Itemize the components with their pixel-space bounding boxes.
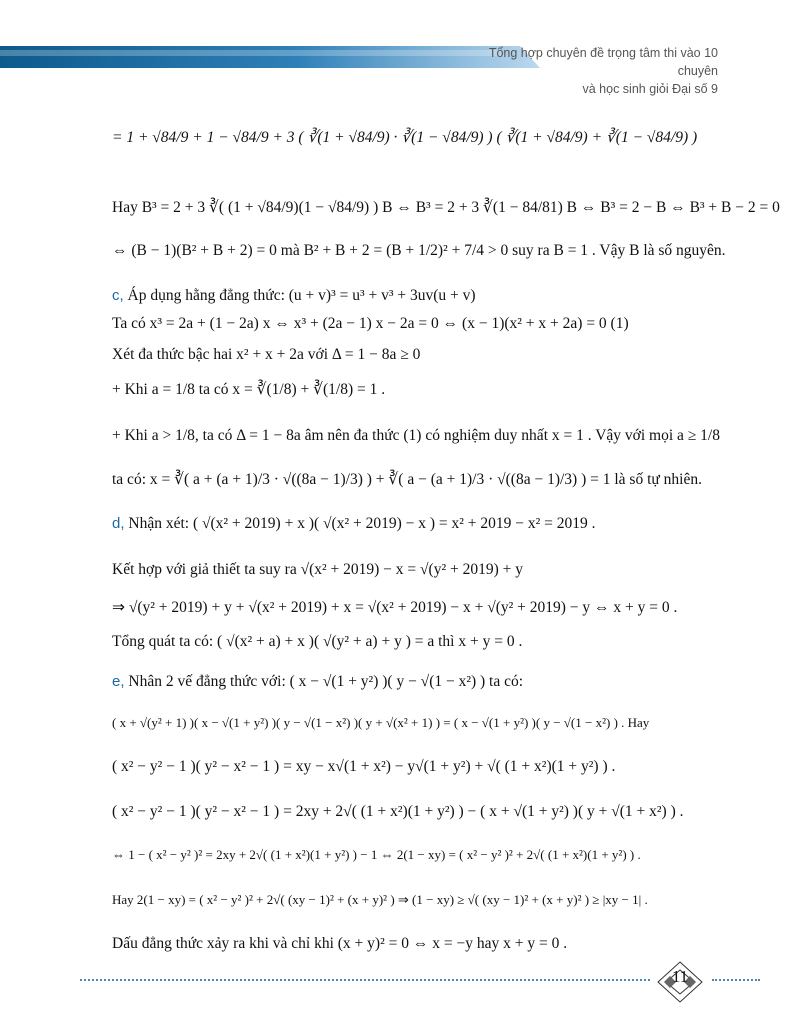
part-d-text: Nhận xét: ( √(x² + 2019) + x )( √(x² + 2019) − x ) = x² + 2019 − x² = 2019 . — [128, 515, 596, 532]
formula-line-12: ⇒ √(y² + 2019) + y + √(x² + 2019) + x = √(x² + 2019) − x + √(y² + 2019) − y ⇔ x + y = 0 . — [112, 599, 678, 616]
part-d-label: d, — [112, 515, 125, 532]
formula-line-18: ⇔ 1 − ( x² − y² )² = 2xy + 2√( (1 + x²)(1 + y²) ) − 1 ⇔ 2(1 − xy) = ( x² − y² )² + 2√( (1 + x²)(1 + y²) ) . — [112, 847, 641, 862]
part-e-heading — [112, 674, 523, 690]
part-c-heading — [112, 288, 476, 304]
formula-line-6: Xét đa thức bậc hai x² + x + 2a với Δ = 1 − 8a ≥ 0 — [112, 346, 421, 363]
footer-dotted-rule-right — [712, 979, 760, 981]
part-c-label: c, — [112, 287, 124, 304]
part-e-label: e, — [112, 673, 125, 690]
formula-line-1: = 1 + √84/9 + 1 − √84/9 + 3 ( ∛(1 + √84/9) · ∛(1 − √84/9) ) ( ∛(1 + √84/9) + ∛(1 − √84/9) ) — [112, 129, 698, 146]
formula-line-15: ( x + √(y² + 1) )( x − √(1 + y²) )( y − √(1 − x²) )( y + √(x² + 1) ) = ( x − √(1 + y²) )( y − √(1 − x²) ) . Hay — [112, 715, 650, 730]
page-number-badge — [656, 960, 704, 1004]
header-title — [458, 44, 718, 98]
formula-line-7: + Khi a = 1/8 ta có x = ∛(1/8) + ∛(1/8) = 1 . — [112, 381, 386, 398]
formula-line-20: Dấu đẳng thức xảy ra khi và chỉ khi (x + y)² = 0 ⇔ x = −y hay x + y = 0 . — [112, 935, 568, 952]
formula-line-3: ⇔ (B − 1)(B² + B + 2) = 0 mà B² + B + 2 = (B + 1/2)² + 7/4 > 0 suy ra B = 1 . Vậy B là số nguyên. — [112, 242, 726, 259]
header-title-line-2: và học sinh giỏi Đại số 9 — [582, 82, 718, 97]
formula-line-2: Hay B³ = 2 + 3 ∛( (1 + √84/9)(1 − √84/9) ) B ⇔ B³ = 2 + 3 ∛(1 − 84/81) B ⇔ B³ = 2 − B ⇔ B³ + B − 2 = 0 — [112, 199, 780, 216]
footer-dotted-rule-left — [80, 979, 650, 981]
header-title-line-1: Tổng hợp chuyên đề trọng tâm thi vào 10 chuyên — [488, 46, 718, 79]
formula-line-9: ta có: x = ∛( a + (a + 1)/3 · √((8a − 1)/3) ) + ∛( a − (a + 1)/3 · √((8a − 1)/3) ) = 1 là số tự nhiên. — [112, 471, 702, 488]
formula-line-8: + Khi a > 1/8, ta có Δ = 1 − 8a âm nên đa thức (1) có nghiệm duy nhất x = 1 . Vậy với mọi a ≥ 1/8 — [112, 427, 720, 444]
part-d-heading — [112, 516, 596, 532]
formula-line-11: Kết hợp với giả thiết ta suy ra √(x² + 2019) − x = √(y² + 2019) + y — [112, 561, 523, 578]
part-e-text: Nhân 2 vế đẳng thức với: ( x − √(1 + y²) )( y − √(1 − x²) ) ta có: — [128, 673, 524, 690]
formula-line-13: Tổng quát ta có: ( √(x² + a) + x )( √(y² + a) + y ) = a thì x + y = 0 . — [112, 633, 523, 650]
page-number: 11 — [671, 967, 689, 986]
formula-line-5: Ta có x³ = 2a + (1 − 2a) x ⇔ x³ + (2a − 1) x − 2a = 0 ⇔ (x − 1)(x² + x + 2a) = 0 (1) — [112, 315, 629, 332]
part-c-text: Áp dụng hằng đẳng thức: (u + v)³ = u³ + v³ + 3uv(u + v) — [127, 287, 476, 304]
formula-line-17: ( x² − y² − 1 )( y² − x² − 1 ) = 2xy + 2√( (1 + x²)(1 + y²) ) − ( x + √(1 + y²) )( y + √(1 + x²) ) . — [112, 803, 684, 820]
formula-line-16: ( x² − y² − 1 )( y² − x² − 1 ) = xy − x√(1 + x²) − y√(1 + y²) + √( (1 + x²)(1 + y²) ) . — [112, 758, 616, 775]
formula-line-19: Hay 2(1 − xy) = ( x² − y² )² + 2√( (xy − 1)² + (x + y)² ) ⇒ (1 − xy) ≥ √( (xy − 1)² + (x + y)² ) ≥ |xy − 1| . — [112, 892, 648, 907]
